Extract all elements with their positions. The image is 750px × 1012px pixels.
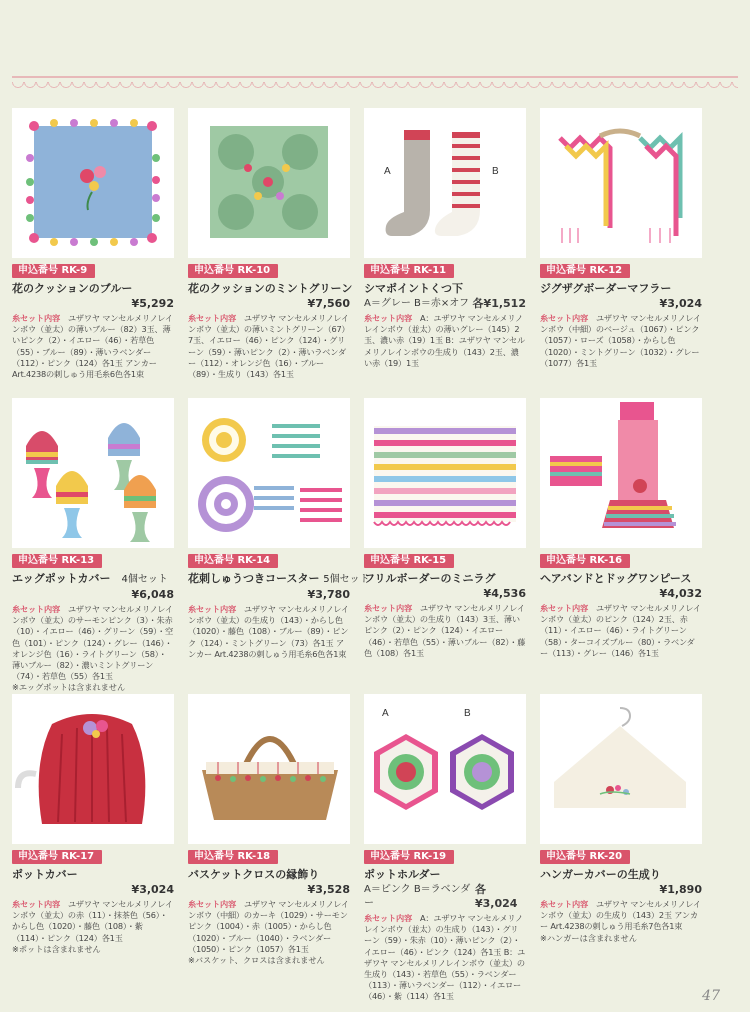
sock-label-a: A: [384, 166, 391, 177]
variant-price-row: [364, 297, 526, 311]
yarn-set-text: ユザワヤ マンセルメリノレインボウ（並太）の薄いミントグリーン（67）7玉、イエロー（46）・ピンク（124）・グリーン（59）・薄いピンク（2）・薄いラベンダー（112）・オレンジ色（16）・ブルー（89）・生成り（143）各1玉: [188, 313, 350, 380]
product-price: ¥1,890: [659, 883, 702, 896]
product-photo: [364, 398, 526, 548]
yarn-set-label: 糸セット内容: [540, 603, 588, 613]
product-photo: [364, 694, 526, 844]
product-note: ※エッグポットは含まれません: [12, 682, 126, 693]
product-price: 各¥1,512: [472, 297, 526, 310]
yarn-set-label: 糸セット内容: [364, 913, 412, 923]
product-note: ※ポットは含まれません: [12, 943, 101, 954]
top-decorative-band: [12, 76, 738, 100]
product-variant: A＝グレー B＝赤×オフ: [364, 298, 469, 309]
yarn-set-label: 糸セット内容: [188, 604, 236, 614]
product-card: [12, 398, 174, 694]
order-number-badge: 申込番号 RK-15: [364, 554, 454, 568]
product-photo: [364, 108, 526, 258]
yarn-set-description: [540, 603, 702, 659]
order-number-badge: 申込番号 RK-12: [540, 264, 630, 278]
product-name: ヘアバンドとドッグワンピース: [540, 572, 692, 585]
product-card: [12, 108, 174, 398]
yarn-set-text: ユザワヤ マンセルメリノレインボウ（並太）の赤（11）・抹茶色（56）・からし色（1020）・藤色（108）・紫（114）・ピンク（124）各1玉: [12, 899, 173, 943]
yarn-set-description: [12, 604, 174, 682]
product-name: ジグザグボーダーマフラー: [540, 282, 672, 295]
yarn-set-description: [540, 899, 702, 933]
product-card: [364, 694, 526, 1002]
yarn-set-text: A：ユザワヤ マンセルメリノレインボウ（並太）の生成り（143）・グリーン（59）・朱赤（10）・薄いピンク（2）・イエロー（46）・ピンク（124）各1玉 B：ユザワヤ マンセルメリノレインボウ（並太）の生成り（143）・若草色（55）・ラベンダー（113）・薄いラベンダー（112）・イエロー（46）・紫（114）各1玉: [364, 913, 526, 1002]
yarn-set-label: 糸セット内容: [12, 313, 60, 323]
order-number-badge: 申込番号 RK-11: [364, 264, 454, 278]
product-photo: [12, 694, 174, 844]
product-photo: [540, 694, 702, 844]
product-price: ¥6,048: [131, 588, 174, 601]
product-name-text: エッグポットカバー: [12, 572, 111, 585]
product-price: ¥4,032: [659, 587, 702, 600]
yarn-set-text: ユザワヤ マンセルメリノレインボウ（中細）のカーキ（1029）・サーモンピンク（1004）・赤（1005）・からし色（1020）・ブルー（1040）・ラベンダー（1050）・ピンク（1057）各1玉: [188, 899, 349, 954]
product-price: ¥4,536: [483, 587, 526, 600]
product-variant: 5個セット: [323, 574, 370, 585]
yarn-set-text: ユザワヤ マンセルメリノレインボウ（並太）の生成り（143）2玉 アンカー Art.4238の刺しゅう用毛糸7色各1束: [540, 899, 701, 932]
product-card: [540, 398, 702, 694]
yarn-set-description: [364, 603, 526, 659]
product-photo: [188, 398, 350, 548]
page-number: 47: [702, 988, 720, 1004]
product-variant: 4個セット: [121, 574, 168, 585]
yarn-set-description: [540, 313, 702, 369]
order-number-badge: 申込番号 RK-19: [364, 850, 454, 864]
product-name: [12, 572, 174, 587]
product-name: バスケットクロスの縁飾り: [188, 868, 320, 881]
order-number-badge: 申込番号 RK-13: [12, 554, 102, 568]
product-photo: [12, 108, 174, 258]
order-number-badge: 申込番号 RK-18: [188, 850, 278, 864]
product-variant: A＝ピンク B＝ラベンダー: [364, 884, 471, 909]
product-note: ※ハンガーは含まれません: [540, 932, 637, 943]
yarn-set-description: [364, 313, 526, 369]
scallop-border: [12, 82, 738, 92]
order-number-badge: 申込番号 RK-10: [188, 264, 278, 278]
product-price: 各¥3,024: [474, 883, 518, 910]
holder-label-a: A: [382, 708, 389, 719]
order-number-badge: 申込番号 RK-20: [540, 850, 630, 864]
yarn-set-text: ユザワヤ マンセルメリノレインボウ（並太）のピンク（124）2玉、赤（11）・イエロー（46）・ライトグリーン（58）・ターコイズブルー（80）・ラベンダー（113）・グレー（146）各1玉: [540, 603, 701, 658]
yarn-set-label: 糸セット内容: [540, 899, 588, 909]
order-number-badge: 申込番号 RK-16: [540, 554, 630, 568]
product-card: [540, 108, 702, 398]
product-name: ポットホルダー: [364, 868, 441, 881]
product-card: [364, 108, 526, 398]
order-number-badge: 申込番号 RK-14: [188, 554, 278, 568]
product-photo: [540, 108, 702, 258]
sock-label-b: B: [492, 166, 499, 177]
product-card: [12, 694, 174, 994]
order-number-badge: 申込番号 RK-9: [12, 264, 95, 278]
product-photo: [188, 694, 350, 844]
product-name: 花のクッションのミントグリーン: [188, 282, 353, 295]
product-price: ¥5,292: [131, 297, 174, 310]
product-name: ポットカバー: [12, 868, 78, 881]
yarn-set-text: ユザワヤ マンセルメリノレインボウ（並太）の生成り（143）3玉、薄いピンク（2）・ピンク（124）・イエロー（46）・若草色（55）・薄いブルー（82）・藤色（108）各1玉: [364, 603, 526, 658]
yarn-set-label: 糸セット内容: [188, 313, 236, 323]
yarn-set-description: [12, 313, 174, 380]
yarn-set-text: ユザワヤ マンセルメリノレインボウ（並太）の薄いブルー（82）3玉、薄いピンク（2）・イエロー（46）・若草色（55）・ブルー（89）・薄いラベンダー（112）・ピンク（124）各1玉 アンカー Art.4238の刺しゅう用毛糸6色各1束: [12, 313, 173, 380]
product-card: [188, 108, 353, 398]
product-note: ※バスケット、クロスは含まれません: [188, 955, 325, 966]
yarn-set-description: [364, 913, 526, 1003]
product-card: [540, 694, 702, 994]
holder-label-b: B: [464, 708, 471, 719]
product-name: ハンガーカバーの生成り: [540, 868, 661, 881]
yarn-set-description: [188, 313, 350, 380]
yarn-set-text: A：ユザワヤ マンセルメリノレインボウ（並太）の薄いグレー（145）2玉、濃い赤（19）1玉 B：ユザワヤ マンセルメリノレインボウの生成り（143）2玉、濃い赤（19）1玉: [364, 313, 526, 368]
order-number-badge: 申込番号 RK-17: [12, 850, 102, 864]
variant-price-row: [364, 883, 526, 911]
yarn-set-description: [188, 899, 350, 955]
yarn-set-description: [188, 604, 350, 660]
product-photo: [188, 108, 350, 258]
yarn-set-label: 糸セット内容: [188, 899, 236, 909]
yarn-set-text: ユザワヤ マンセルメリノレインボウ（並太）のサーモンピンク（3）・朱赤（10）・イエロー（46）・グリーン（59）・空色（101）・ピンク（124）・グレー（146）・オレンジ色（16）・ライトグリーン（58）・薄いブルー（82）・濃いミントグリーン（74）・若草色（55）各1玉: [12, 604, 174, 682]
product-card: [188, 398, 370, 694]
product-price: ¥3,024: [659, 297, 702, 310]
product-price: ¥3,780: [307, 588, 350, 601]
product-price: ¥3,528: [307, 883, 350, 896]
product-photo: [12, 398, 174, 548]
yarn-set-label: 糸セット内容: [540, 313, 588, 323]
yarn-set-label: 糸セット内容: [364, 603, 412, 613]
yarn-set-text: ユザワヤ マンセルメリノレインボウ（並太）の生成り（143）・からし色（1020）・藤色（108）・ブルー（89）・ピンク（124）・ミントグリーン（73）各1玉 アンカー Art.4238の刺しゅう用毛糸6色各1束: [188, 604, 349, 659]
yarn-set-text: ユザワヤ マンセルメリノレインボウ（中細）のベージュ（1067）・ピンク（1057）・ローズ（1058）・からし色（1020）・ミントグリーン（1032）・グレー（1077）各1玉: [540, 313, 701, 368]
yarn-set-description: [12, 899, 174, 944]
product-name: フリルボーダーのミニラグ: [364, 572, 496, 585]
yarn-set-label: 糸セット内容: [364, 313, 412, 323]
yarn-set-label: 糸セット内容: [12, 899, 60, 909]
product-name-text: 花刺しゅうつきコースター: [188, 572, 320, 585]
product-price: ¥3,024: [131, 883, 174, 896]
product-photo: [540, 398, 702, 548]
product-name: シマポイントくつ下: [364, 282, 463, 295]
product-price: ¥7,560: [307, 297, 350, 310]
product-card: [364, 398, 526, 694]
product-name: 花のクッションのブルー: [12, 282, 133, 295]
yarn-set-label: 糸セット内容: [12, 604, 60, 614]
product-card: [188, 694, 350, 994]
product-name: [188, 572, 370, 587]
